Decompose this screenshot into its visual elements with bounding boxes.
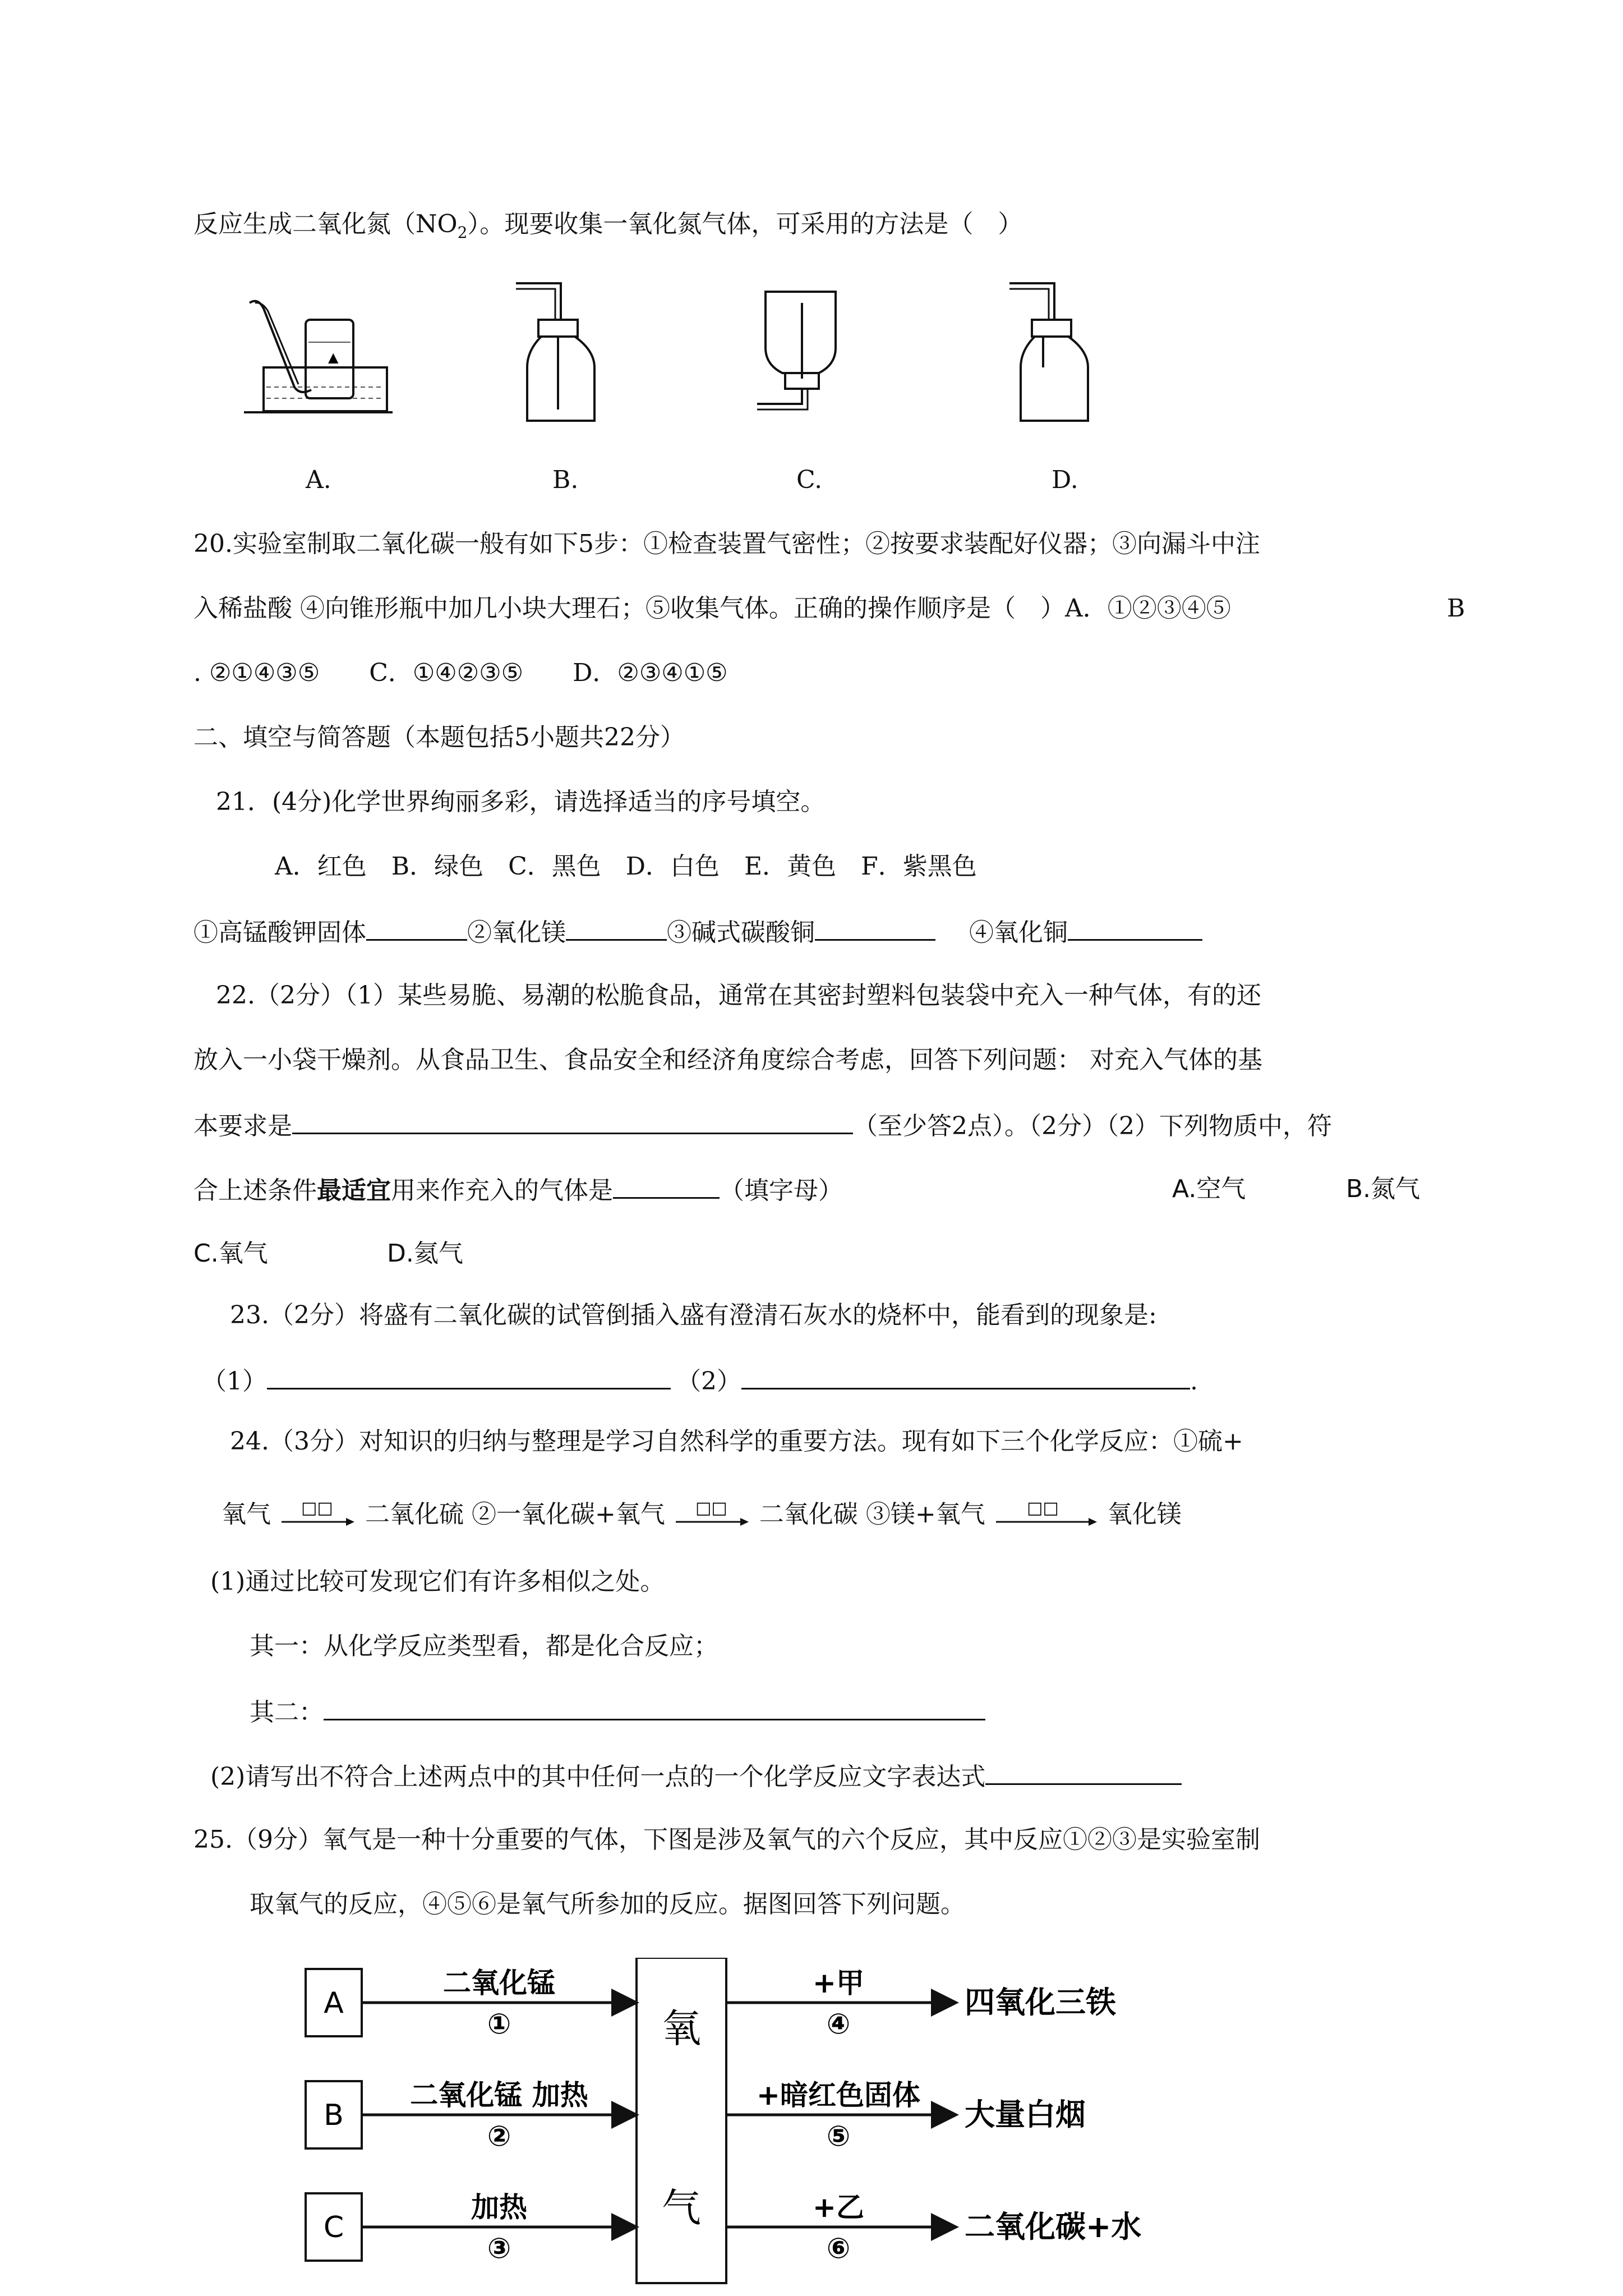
q22-opt-b: B.氮气 — [1346, 1175, 1421, 1203]
svg-text:气: 气 — [662, 2185, 701, 2231]
svg-text:⑤: ⑤ — [826, 2120, 851, 2152]
q19-stem: 反应生成二氧化氮$(NO_2)$。现要收集一氧化氮气体，可采用的方法是（ ） — [193, 210, 1023, 242]
answer-blank[interactable] — [741, 1363, 1190, 1389]
svg-text:大量白烟: 大量白烟 — [965, 2097, 1086, 2132]
option-label-b: B. — [552, 466, 579, 494]
svg-text:二氧化锰 加热: 二氧化锰 加热 — [410, 2079, 588, 2111]
q24-reactions: 氧气 □□ 二氧化硫 ②一氧化碳+氧气 □□ 二氧化碳 ③镁+氧气 □□ 氧化镁 — [222, 1498, 1182, 1533]
section-title: 二、填空与简答题（本题包括5小题共22分） — [193, 723, 685, 752]
q22-line1: 22.（2分）（1）某些易脆、易潮的松脆食品，通常在其密封塑料包装袋中充入一种气体，有的还 — [216, 981, 1261, 1010]
svg-text:□□: □□ — [301, 1499, 333, 1518]
reaction-arrow — [673, 1499, 751, 1533]
svg-text:C: C — [323, 2211, 344, 2244]
svg-text:□□: □□ — [695, 1499, 727, 1518]
svg-text:②: ② — [487, 2120, 511, 2152]
svg-text:A: A — [324, 1986, 344, 2020]
svg-text:氧: 氧 — [662, 2005, 701, 2051]
answer-blank[interactable] — [815, 914, 935, 941]
svg-text:+乙: +乙 — [813, 2191, 864, 2224]
q23-stem: 23.（2分）将盛有二氧化碳的试管倒插入盛有澄清石灰水的烧杯中，能看到的现象是: — [230, 1301, 1157, 1329]
q23-parts: （1） （2） . — [202, 1363, 1198, 1398]
svg-text:④: ④ — [826, 2008, 851, 2040]
svg-text:+暗红色固体: +暗红色固体 — [757, 2079, 920, 2111]
answer-blank[interactable] — [566, 914, 667, 941]
svg-text:①: ① — [487, 2008, 511, 2040]
q22-line2: 放入一小袋干燥剂。从食品卫生、食品安全和经济角度综合考虑，回答下列问题： 对充入气体的基 — [193, 1046, 1262, 1074]
answer-blank[interactable] — [292, 1108, 853, 1134]
q24-sub1a: 其一：从化学反应类型看，都是化合反应； — [250, 1632, 718, 1660]
q20-line1: 20.实验室制取二氧化碳一般有如下5步：①检查装置气密性；②按要求装配好仪器；③向漏斗中注 — [193, 530, 1260, 558]
answer-blank[interactable] — [613, 1172, 720, 1199]
svg-text:加热: 加热 — [471, 2191, 527, 2224]
apparatus-d — [998, 278, 1105, 429]
q22-opt-a: A.空气 — [1172, 1175, 1246, 1203]
q22-opt-d: D.氦气 — [387, 1239, 463, 1268]
q20-line2: 入稀盐酸 ④向锥形瓶中加几小块大理石；⑤收集气体。正确的操作顺序是（ ）A．①②③④⑤ — [193, 594, 1231, 623]
svg-text:⑥: ⑥ — [826, 2232, 851, 2265]
answer-blank[interactable] — [985, 1759, 1182, 1785]
q22-line3: 本要求是 （至少答2点）。（2分）（2）下列物质中，符 — [193, 1108, 1332, 1143]
q21-stem: 21．(4分)化学世界绚丽多彩，请选择适当的序号填空。 — [216, 788, 826, 816]
q25-line2: 取氧气的反应，④⑤⑥是氧气所参加的反应。据图回答下列问题。 — [250, 1890, 965, 1918]
q22-line4: 合上述条件最适宜用来作充入的气体是 （填字母） — [193, 1172, 843, 1208]
reaction-arrow — [279, 1499, 357, 1533]
svg-text:B: B — [324, 2099, 344, 2132]
apparatus-a — [241, 280, 398, 426]
q25-line1: 25.（9分）氧气是一种十分重要的气体，下图是涉及氧气的六个反应，其中反应①②③是实验室制 — [193, 1825, 1260, 1854]
svg-text:四氧化三铁: 四氧化三铁 — [965, 1985, 1116, 2020]
q22-opt-c: C.氧气 — [193, 1239, 268, 1268]
svg-text:□□: □□ — [1026, 1499, 1059, 1518]
oxygen-reaction-diagram — [297, 1958, 1195, 2289]
apparatus-c — [746, 280, 858, 421]
q24-sub1: (1)通过比较可发现它们有许多相似之处。 — [210, 1567, 665, 1596]
answer-blank[interactable] — [267, 1363, 671, 1389]
q21-choices: A．红色 B．绿色 C．黑色 D．白色 E．黄色 F．紫黑色 — [275, 852, 977, 881]
answer-blank[interactable] — [1068, 914, 1202, 941]
q24-sub2: (2)请写出不符合上述两点中的其中任何一点的一个化学反应文字表达式 — [210, 1759, 1182, 1794]
option-label-d: D. — [1052, 466, 1078, 494]
q20-line2-tail: B — [1447, 594, 1465, 623]
q24-sub1b: 其二： — [250, 1694, 985, 1729]
svg-text:二氧化锰: 二氧化锰 — [443, 1967, 555, 1999]
svg-text:③: ③ — [487, 2232, 511, 2265]
q21-blanks: ①高锰酸钾固体 ②氧化镁 ③碱式碳酸铜 ④氧化铜 — [193, 914, 1202, 950]
q20-line3: . ②①④③⑤ C．①④②③⑤ D．②③④①⑤ — [193, 659, 728, 687]
reaction-arrow — [993, 1499, 1100, 1533]
svg-text:二氧化碳+水: 二氧化碳+水 — [965, 2209, 1142, 2244]
answer-blank[interactable] — [324, 1694, 985, 1720]
answer-blank[interactable] — [366, 914, 467, 941]
option-label-a: A. — [306, 466, 331, 494]
apparatus-b — [505, 278, 611, 429]
svg-text:+甲: +甲 — [813, 1967, 864, 1999]
svg-text:▲: ▲ — [328, 349, 339, 365]
q24-stem: 24.（3分）对知识的归纳与整理是学习自然科学的重要方法。现有如下三个化学反应：①硫+ — [230, 1427, 1243, 1456]
option-label-c: C. — [796, 466, 823, 494]
